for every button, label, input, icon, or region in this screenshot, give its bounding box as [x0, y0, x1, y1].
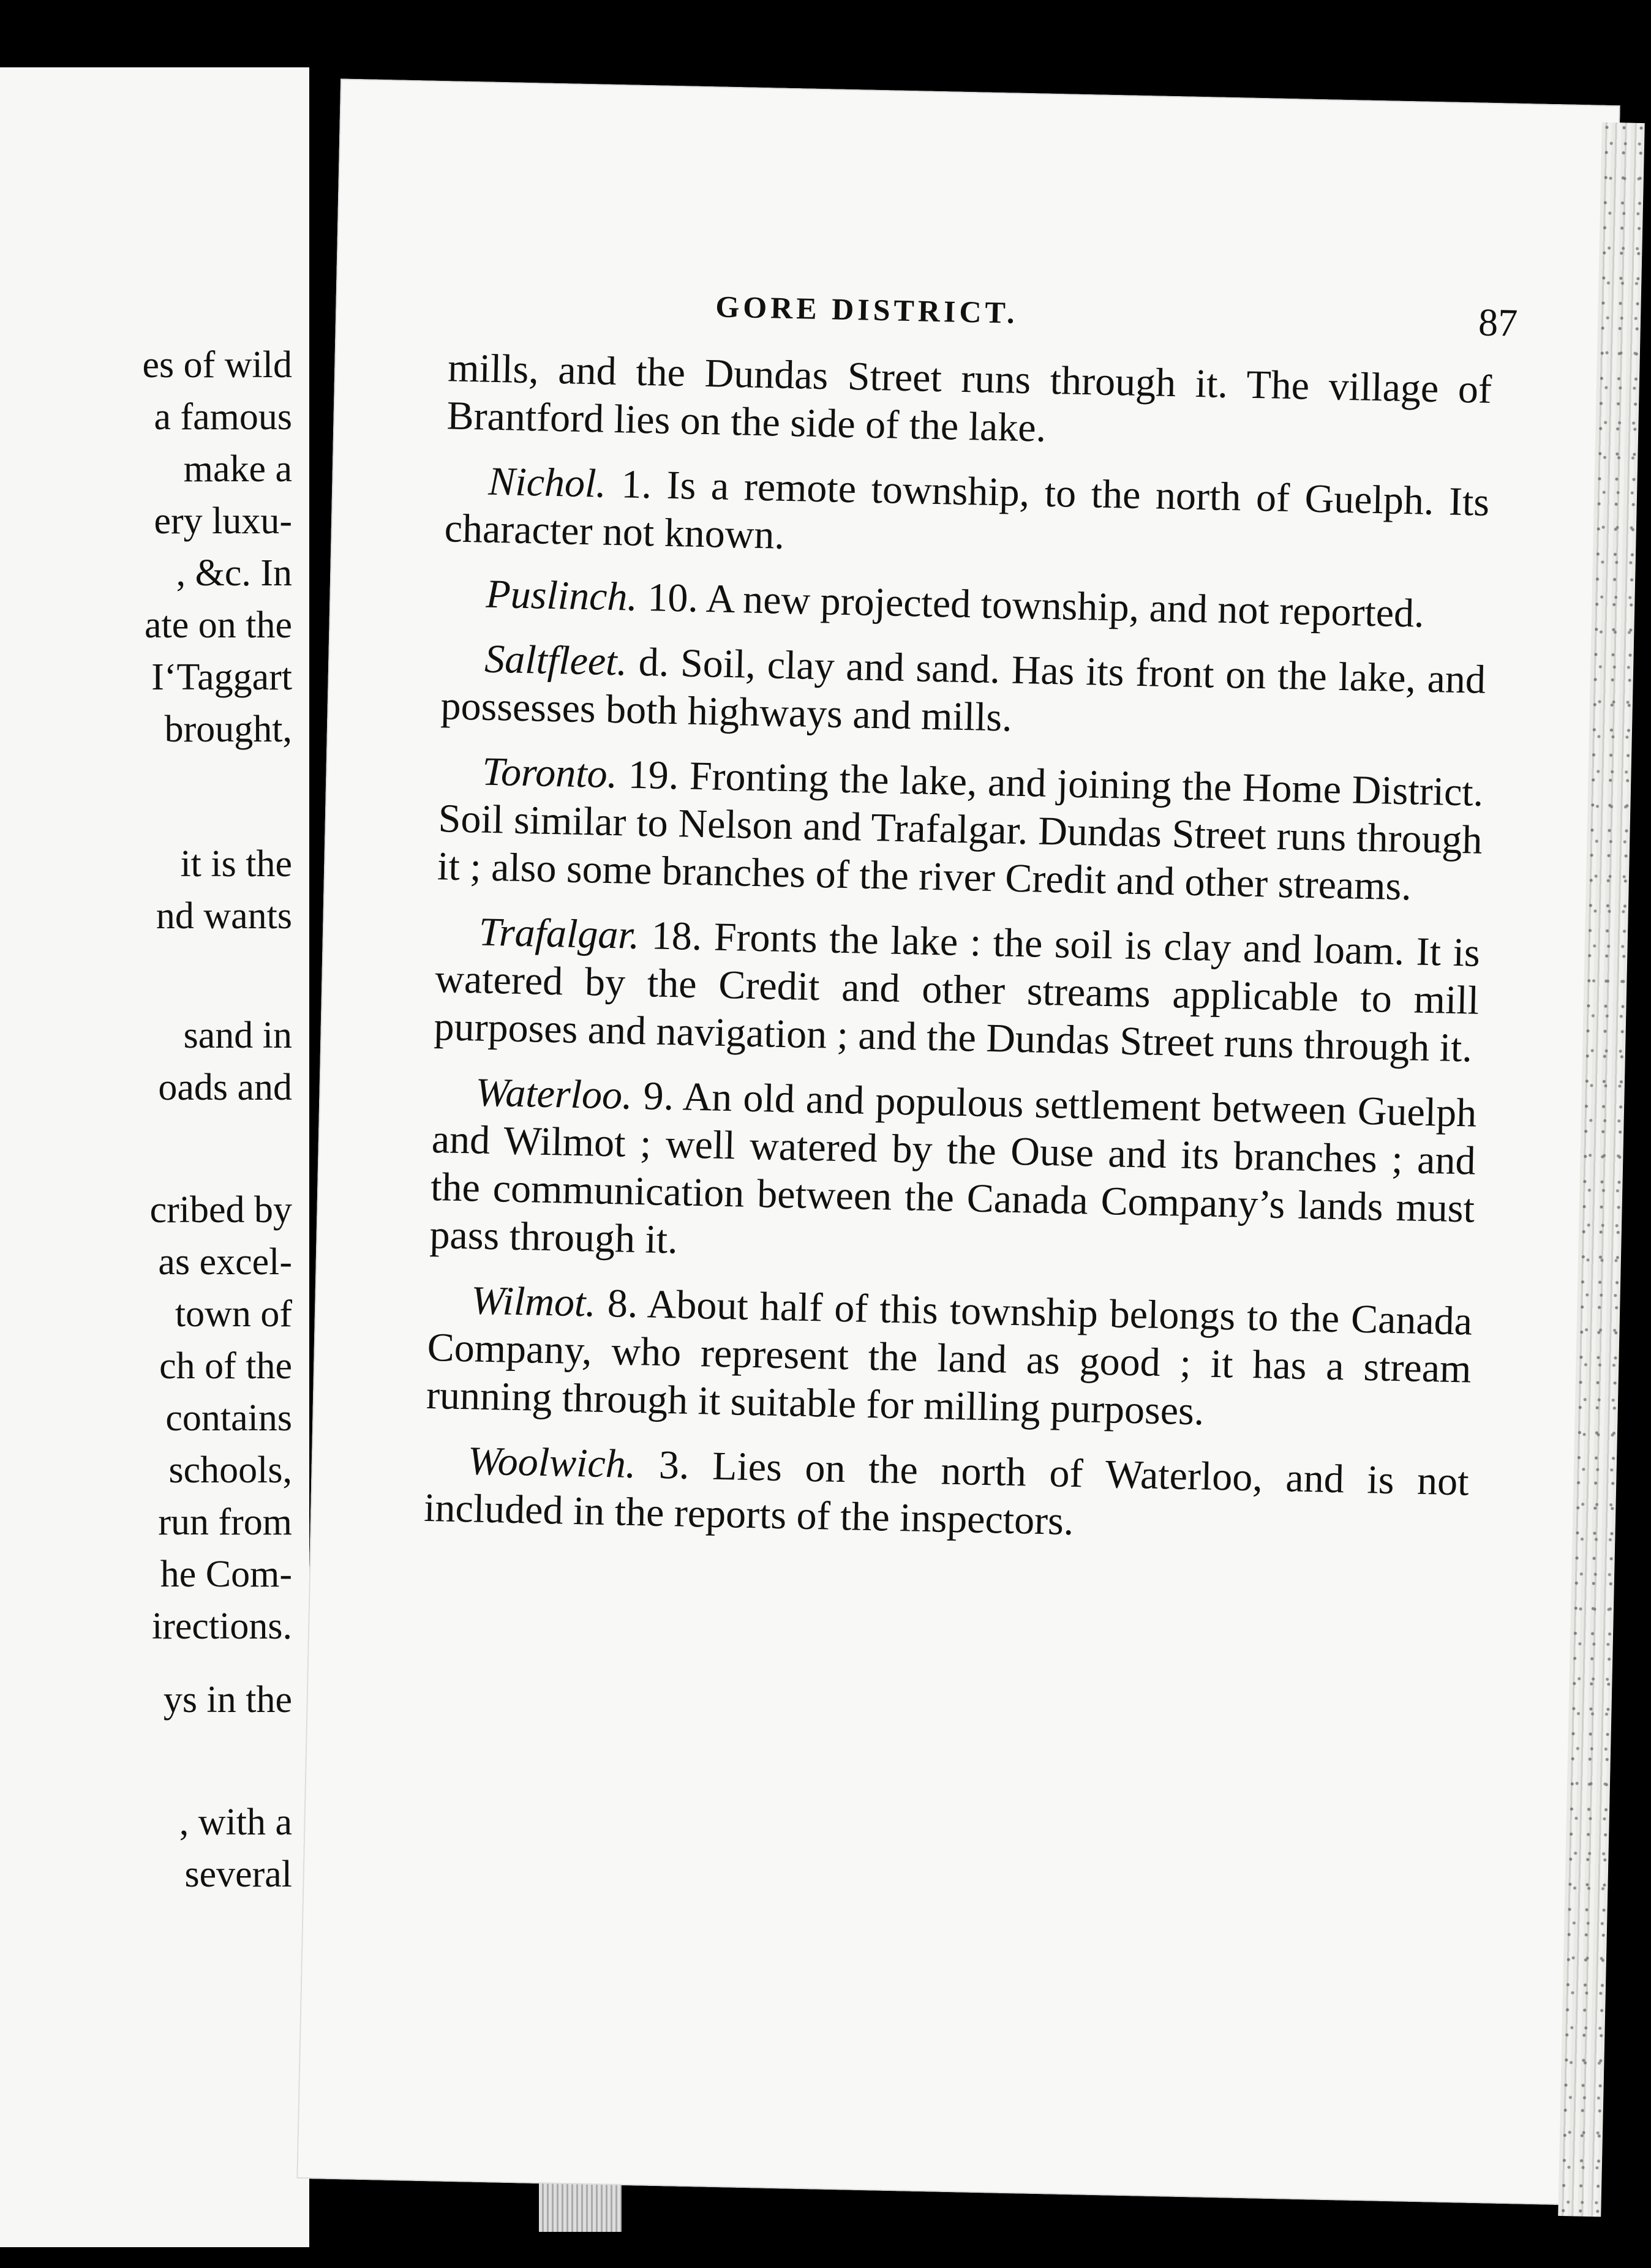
paragraph	[446, 344, 1492, 462]
previous-page-line: , &c. In	[176, 552, 292, 594]
previous-page-line: sand in	[183, 1015, 292, 1056]
previous-page-line: it is the	[180, 843, 292, 885]
previous-page-line: as excel-	[158, 1241, 292, 1283]
previous-page-line: nd wants	[156, 895, 292, 937]
previous-page-line: es of wild	[142, 344, 292, 386]
previous-page-line: oads and	[158, 1067, 292, 1108]
township-name: Waterloo.	[475, 1070, 633, 1118]
paragraph-text: mills, and the Dundas Street runs through it. The village of Brantford lies on the side of the lake.	[446, 345, 1492, 451]
previous-page-line: irections.	[152, 1605, 292, 1647]
page-header	[415, 282, 1518, 355]
previous-page-line: make a	[183, 448, 292, 490]
township-name: Woolwich.	[467, 1438, 637, 1487]
paragraph	[426, 1276, 1473, 1441]
previous-page-line: ch of the	[159, 1345, 292, 1387]
paragraph	[444, 457, 1490, 574]
previous-page-line: town of	[175, 1293, 292, 1335]
paragraph-text: 10. A new projected township, and not reported.	[647, 575, 1425, 636]
previous-page-line: several	[184, 1853, 292, 1895]
paragraph-text: 1. Is a remote township, to the north of Guelph. Its character not known.	[444, 462, 1490, 558]
body-text	[423, 344, 1492, 1571]
township-name: Trafalgar.	[478, 909, 641, 958]
previous-page-line: he Com-	[160, 1553, 292, 1595]
township-name: Wilmot.	[470, 1278, 596, 1326]
previous-page-line: ys in the	[163, 1679, 292, 1721]
paragraph-text: d. Soil, clay and sand. Has its front on the lake, and possesses both highways and mills.	[440, 639, 1486, 740]
previous-page-line: schools,	[168, 1449, 292, 1491]
previous-page-line: run from	[158, 1501, 292, 1543]
township-name: Toronto.	[481, 749, 618, 797]
paragraph	[423, 1436, 1469, 1554]
previous-page-line: I‘Taggart	[151, 656, 292, 698]
paragraph	[440, 634, 1486, 752]
township-name: Puslinch.	[485, 571, 638, 620]
previous-page-line: contains	[165, 1397, 292, 1439]
paragraph-text: 18. Fronts the lake : the soil is clay and loam. It is watered by the Credit and other streams applicable to mill purposes and navigation ; and the Dundas Street runs through it.	[433, 913, 1481, 1071]
previous-page-line: brought,	[164, 708, 292, 750]
running-head: GORE DISTRICT.	[715, 289, 1019, 330]
page-number: 87	[1478, 300, 1518, 345]
paragraph-text: 3. Lies on the north of Waterloo, and is not included in the reports of the inspectors.	[423, 1442, 1470, 1544]
previous-page-line: cribed by	[149, 1189, 292, 1231]
paragraph	[443, 569, 1487, 639]
paragraph-text: 9. An old and populous settlement between Guelph and Wilmot ; well watered by the Ouse and its branches ; and the communication between the Canada Company’s lands must pass through it.	[429, 1073, 1477, 1263]
paragraph	[434, 907, 1481, 1073]
current-page	[296, 78, 1620, 2205]
paragraph-text: 8. About half of this township belongs to the Canada Company, who represent the land as good ; it has a stream running through it suitable for milling purposes.	[426, 1281, 1473, 1434]
paragraph	[429, 1068, 1477, 1281]
previous-page-line: , with a	[179, 1801, 292, 1843]
township-name: Saltfleet.	[484, 636, 628, 685]
paragraph-text: 19. Fronting the lake, and joining the Home District. Soil similar to Nelson and Trafalgar. Dundas Street runs through it ; also some branches of the river Credit and other streams.	[437, 752, 1484, 909]
previous-page-line: ery luxu-	[154, 500, 292, 542]
previous-page	[0, 67, 309, 2247]
previous-page-line: a famous	[154, 396, 292, 438]
township-name: Nichol.	[487, 459, 607, 506]
previous-page-line: ate on the	[144, 604, 292, 646]
paragraph	[437, 747, 1484, 912]
